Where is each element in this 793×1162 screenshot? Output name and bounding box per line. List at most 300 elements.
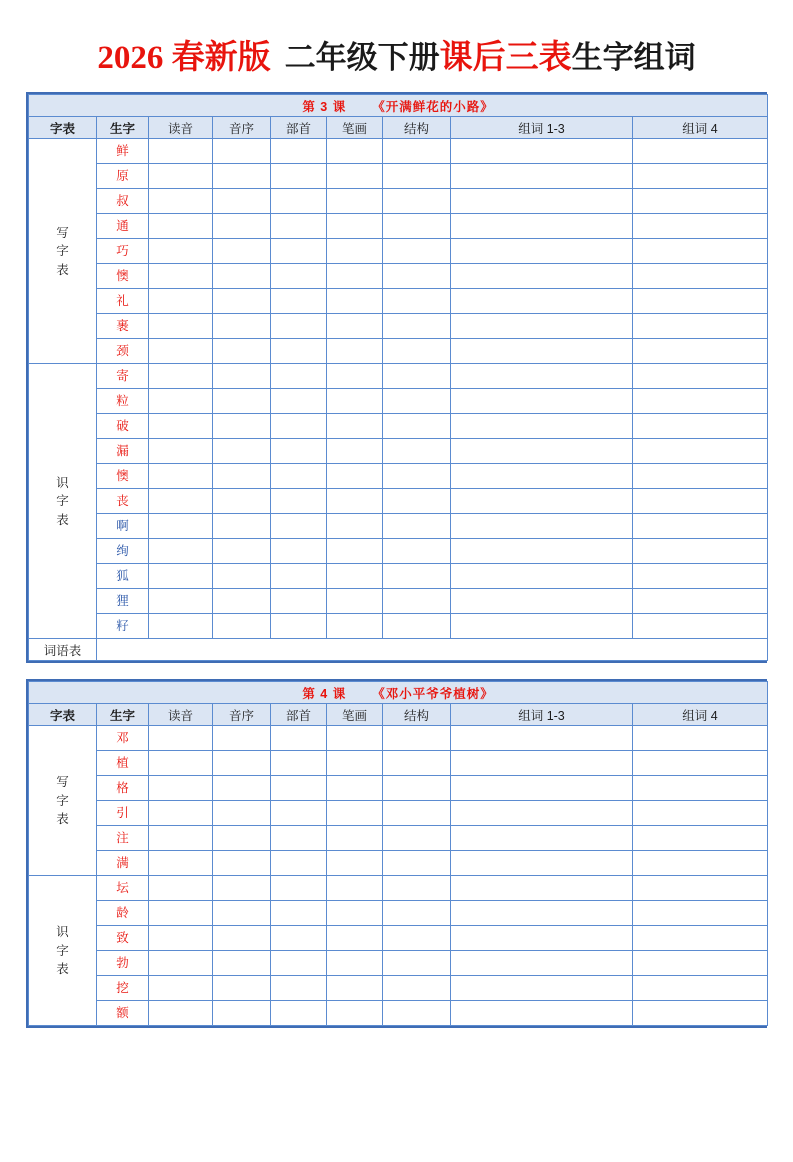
cell-zuci4[interactable] (633, 901, 768, 926)
cell-yinxu[interactable] (213, 389, 271, 414)
cell-zuci13[interactable] (451, 614, 633, 639)
cell-duyin[interactable] (149, 514, 213, 539)
cell-bihua[interactable] (327, 564, 383, 589)
cell-jiegou[interactable] (383, 414, 451, 439)
cell-yinxu[interactable] (213, 851, 271, 876)
cell-bushou[interactable] (271, 951, 327, 976)
cell-bihua[interactable] (327, 926, 383, 951)
group-label-recognize-2 (29, 876, 97, 1026)
cell-zuci4[interactable] (633, 189, 768, 214)
cell-bihua[interactable] (327, 314, 383, 339)
cell-zuci4[interactable] (633, 139, 768, 164)
cell-jiegou[interactable] (383, 514, 451, 539)
cell-yinxu[interactable] (213, 1001, 271, 1026)
cell-bushou[interactable] (271, 339, 327, 364)
cell-bihua[interactable] (327, 801, 383, 826)
cell-duyin[interactable] (149, 851, 213, 876)
cell-zuci13[interactable] (451, 726, 633, 751)
col-header-duyin: 读音 (149, 704, 213, 726)
table-row (29, 314, 768, 339)
char-cell: 啊 (97, 514, 149, 539)
cell-bushou[interactable] (271, 751, 327, 776)
cell-zuci4[interactable] (633, 926, 768, 951)
cell-duyin[interactable] (149, 876, 213, 901)
cell-yinxu[interactable] (213, 901, 271, 926)
cell-bushou[interactable] (271, 539, 327, 564)
table-row (29, 801, 768, 826)
cell-duyin[interactable] (149, 1001, 213, 1026)
cell-duyin[interactable] (149, 489, 213, 514)
table-row (29, 514, 768, 539)
cell-zuci4[interactable] (633, 564, 768, 589)
cell-zuci4[interactable] (633, 339, 768, 364)
cell-yinxu[interactable] (213, 189, 271, 214)
cell-bushou[interactable] (271, 614, 327, 639)
cell-jiegou[interactable] (383, 589, 451, 614)
cell-duyin[interactable] (149, 364, 213, 389)
cell-yinxu[interactable] (213, 539, 271, 564)
cell-bushou[interactable] (271, 976, 327, 1001)
cell-bushou[interactable] (271, 189, 327, 214)
cell-bihua[interactable] (327, 876, 383, 901)
cell-zuci4[interactable] (633, 826, 768, 851)
cell-zuci4[interactable] (633, 851, 768, 876)
char-cell: 懊 (97, 464, 149, 489)
lesson-name-2: 《邓小平爷爷植树》 (372, 686, 494, 701)
cell-zuci4[interactable] (633, 751, 768, 776)
cell-bihua[interactable] (327, 289, 383, 314)
col-header-shengzi: 生字 (97, 117, 149, 139)
cell-zuci13[interactable] (451, 564, 633, 589)
col-header-shengzi: 生字 (97, 704, 149, 726)
group-label-recognize-1 (29, 364, 97, 639)
cell-zuci4[interactable] (633, 589, 768, 614)
group-label-write-1 (29, 139, 97, 364)
cell-yinxu[interactable] (213, 826, 271, 851)
cell-zuci4[interactable] (633, 614, 768, 639)
cell-yinxu[interactable] (213, 614, 271, 639)
cell-jiegou[interactable] (383, 314, 451, 339)
cell-jiegou[interactable] (383, 239, 451, 264)
cell-bihua[interactable] (327, 189, 383, 214)
cell-bushou[interactable] (271, 589, 327, 614)
col-header-zuci13: 组词 1-3 (451, 704, 633, 726)
cell-bushou[interactable] (271, 514, 327, 539)
cell-bushou[interactable] (271, 801, 327, 826)
cell-zuci13[interactable] (451, 851, 633, 876)
cell-yinxu[interactable] (213, 264, 271, 289)
table-row (29, 926, 768, 951)
char-cell: 漏 (97, 439, 149, 464)
cell-bihua[interactable] (327, 414, 383, 439)
col-header-zuci4: 组词 4 (633, 117, 768, 139)
cell-duyin[interactable] (149, 139, 213, 164)
cell-zuci13[interactable] (451, 439, 633, 464)
cell-bihua[interactable] (327, 976, 383, 1001)
lesson-table-1 (26, 92, 767, 663)
cell-bihua[interactable] (327, 539, 383, 564)
cell-bushou[interactable] (271, 464, 327, 489)
cell-duyin[interactable] (149, 314, 213, 339)
document-page (0, 40, 793, 1162)
char-cell: 礼 (97, 289, 149, 314)
cell-bihua[interactable] (327, 164, 383, 189)
cell-zuci13[interactable] (451, 876, 633, 901)
write-label-line3: 表 (56, 262, 69, 277)
cell-jiegou[interactable] (383, 339, 451, 364)
recognize-label-line1: 识 (56, 925, 69, 940)
lesson-table-2 (26, 679, 767, 1028)
cell-yinxu[interactable] (213, 776, 271, 801)
cell-bihua[interactable] (327, 751, 383, 776)
cell-duyin[interactable] (149, 901, 213, 926)
cell-zuci13[interactable] (451, 164, 633, 189)
cell-zuci13[interactable] (451, 901, 633, 926)
cell-yinxu[interactable] (213, 589, 271, 614)
cell-duyin[interactable] (149, 239, 213, 264)
cell-zuci13[interactable] (451, 339, 633, 364)
char-cell: 狐 (97, 564, 149, 589)
cell-bihua[interactable] (327, 614, 383, 639)
cell-zuci4[interactable] (633, 801, 768, 826)
lesson-name-1: 《开满鲜花的小路》 (372, 99, 494, 114)
cell-bushou[interactable] (271, 776, 327, 801)
cell-bihua[interactable] (327, 776, 383, 801)
col-header-yinxu: 音序 (213, 704, 271, 726)
cell-zuci4[interactable] (633, 389, 768, 414)
cell-jiegou[interactable] (383, 539, 451, 564)
table-row (29, 876, 768, 901)
cell-yinxu[interactable] (213, 926, 271, 951)
cell-duyin[interactable] (149, 976, 213, 1001)
cell-bihua[interactable] (327, 901, 383, 926)
cell-zuci13[interactable] (451, 239, 633, 264)
cell-zuci4[interactable] (633, 1001, 768, 1026)
cell-jiegou[interactable] (383, 439, 451, 464)
table-row (29, 439, 768, 464)
cell-zuci4[interactable] (633, 489, 768, 514)
col-header-bushou: 部首 (271, 704, 327, 726)
cell-bihua[interactable] (327, 439, 383, 464)
cell-bushou[interactable] (271, 726, 327, 751)
cell-zuci4[interactable] (633, 876, 768, 901)
cell-jiegou[interactable] (383, 189, 451, 214)
cell-zuci13[interactable] (451, 289, 633, 314)
char-cell: 狸 (97, 589, 149, 614)
cell-duyin[interactable] (149, 801, 213, 826)
cell-zuci13[interactable] (451, 751, 633, 776)
char-cell: 植 (97, 751, 149, 776)
cell-zuci4[interactable] (633, 539, 768, 564)
cell-duyin[interactable] (149, 389, 213, 414)
cell-duyin[interactable] (149, 464, 213, 489)
cell-duyin[interactable] (149, 589, 213, 614)
cell-bihua[interactable] (327, 826, 383, 851)
cell-yinxu[interactable] (213, 214, 271, 239)
table-row (29, 214, 768, 239)
cell-jiegou[interactable] (383, 139, 451, 164)
cell-zuci13[interactable] (451, 976, 633, 1001)
cell-zuci4[interactable] (633, 264, 768, 289)
cell-bushou[interactable] (271, 139, 327, 164)
cell-duyin[interactable] (149, 926, 213, 951)
cell-duyin[interactable] (149, 726, 213, 751)
cell-bushou[interactable] (271, 489, 327, 514)
char-cell: 鲜 (97, 139, 149, 164)
write-label-line1: 写 (56, 225, 69, 240)
cell-zuci4[interactable] (633, 514, 768, 539)
cell-yinxu[interactable] (213, 801, 271, 826)
cell-zuci13[interactable] (451, 364, 633, 389)
char-cell: 引 (97, 801, 149, 826)
cell-jiegou[interactable] (383, 364, 451, 389)
cell-yinxu[interactable] (213, 464, 271, 489)
write-label-line3: 表 (56, 812, 69, 827)
cell-bushou[interactable] (271, 389, 327, 414)
cell-yinxu[interactable] (213, 314, 271, 339)
cell-duyin[interactable] (149, 289, 213, 314)
cell-duyin[interactable] (149, 439, 213, 464)
cell-duyin[interactable] (149, 189, 213, 214)
cell-jiegou[interactable] (383, 1001, 451, 1026)
cell-zuci4[interactable] (633, 239, 768, 264)
cell-zuci13[interactable] (451, 776, 633, 801)
lesson-no-2: 第 4 课 (302, 686, 347, 701)
recognize-label-line2: 字 (56, 943, 69, 958)
char-cell: 丧 (97, 489, 149, 514)
cell-duyin[interactable] (149, 264, 213, 289)
recognize-label-line2: 字 (56, 494, 69, 509)
column-header-row-2 (29, 704, 768, 726)
char-cell: 巧 (97, 239, 149, 264)
cell-yinxu[interactable] (213, 164, 271, 189)
cell-zuci4[interactable] (633, 289, 768, 314)
cell-yinxu[interactable] (213, 239, 271, 264)
cell-zuci4[interactable] (633, 214, 768, 239)
cell-yinxu[interactable] (213, 364, 271, 389)
cell-bihua[interactable] (327, 139, 383, 164)
cell-bihua[interactable] (327, 851, 383, 876)
cell-jiegou[interactable] (383, 614, 451, 639)
cell-zuci13[interactable] (451, 314, 633, 339)
cell-zuci4[interactable] (633, 439, 768, 464)
cell-zuci4[interactable] (633, 414, 768, 439)
table-row (29, 264, 768, 289)
cell-bushou[interactable] (271, 439, 327, 464)
cell-jiegou[interactable] (383, 726, 451, 751)
cell-zuci13[interactable] (451, 1001, 633, 1026)
cell-jiegou[interactable] (383, 564, 451, 589)
cell-duyin[interactable] (149, 164, 213, 189)
cell-jiegou[interactable] (383, 901, 451, 926)
cell-yinxu[interactable] (213, 951, 271, 976)
cell-bihua[interactable] (327, 726, 383, 751)
char-cell: 格 (97, 776, 149, 801)
cell-duyin[interactable] (149, 339, 213, 364)
cell-zuci13[interactable] (451, 414, 633, 439)
cell-duyin[interactable] (149, 564, 213, 589)
cell-bushou[interactable] (271, 164, 327, 189)
write-label-line2: 字 (56, 244, 69, 259)
page-title-part3: 课后三表 (439, 40, 572, 76)
cell-bushou[interactable] (271, 314, 327, 339)
cell-bushou[interactable] (271, 239, 327, 264)
table-row (29, 189, 768, 214)
cell-bihua[interactable] (327, 239, 383, 264)
cell-bushou[interactable] (271, 901, 327, 926)
cell-jiegou[interactable] (383, 214, 451, 239)
word-list-cell[interactable] (97, 639, 768, 661)
char-cell: 坛 (97, 876, 149, 901)
table-row (29, 339, 768, 364)
cell-jiegou[interactable] (383, 776, 451, 801)
cell-yinxu[interactable] (213, 976, 271, 1001)
char-cell: 懊 (97, 264, 149, 289)
cell-zuci13[interactable] (451, 389, 633, 414)
char-cell: 致 (97, 926, 149, 951)
cell-jiegou[interactable] (383, 826, 451, 851)
table-row (29, 164, 768, 189)
cell-bushou[interactable] (271, 826, 327, 851)
cell-duyin[interactable] (149, 539, 213, 564)
cell-jiegou[interactable] (383, 264, 451, 289)
cell-duyin[interactable] (149, 951, 213, 976)
table-row (29, 364, 768, 389)
cell-duyin[interactable] (149, 214, 213, 239)
cell-jiegou[interactable] (383, 876, 451, 901)
cell-zuci13[interactable] (451, 489, 633, 514)
col-header-duyin: 读音 (149, 117, 213, 139)
cell-zuci4[interactable] (633, 776, 768, 801)
cell-jiegou[interactable] (383, 464, 451, 489)
cell-zuci13[interactable] (451, 464, 633, 489)
cell-yinxu[interactable] (213, 751, 271, 776)
cell-jiegou[interactable] (383, 164, 451, 189)
cell-bushou[interactable] (271, 564, 327, 589)
cell-bushou[interactable] (271, 414, 327, 439)
lesson-title-row (29, 95, 768, 117)
cell-zuci13[interactable] (451, 951, 633, 976)
cell-bushou[interactable] (271, 876, 327, 901)
cell-zuci4[interactable] (633, 464, 768, 489)
cell-bushou[interactable] (271, 851, 327, 876)
cell-jiegou[interactable] (383, 926, 451, 951)
cell-zuci4[interactable] (633, 364, 768, 389)
col-header-zuci4: 组词 4 (633, 704, 768, 726)
cell-zuci4[interactable] (633, 314, 768, 339)
cell-bushou[interactable] (271, 289, 327, 314)
cell-yinxu[interactable] (213, 414, 271, 439)
cell-zuci13[interactable] (451, 926, 633, 951)
col-header-jiegou: 结构 (383, 117, 451, 139)
table-row (29, 614, 768, 639)
cell-bihua[interactable] (327, 364, 383, 389)
cell-bihua[interactable] (327, 951, 383, 976)
cell-duyin[interactable] (149, 614, 213, 639)
cell-bihua[interactable] (327, 464, 383, 489)
table-row (29, 239, 768, 264)
page-title-part4: 生字组词 (571, 40, 696, 75)
cell-duyin[interactable] (149, 751, 213, 776)
cell-jiegou[interactable] (383, 489, 451, 514)
col-header-yinxu: 音序 (213, 117, 271, 139)
cell-bushou[interactable] (271, 214, 327, 239)
cell-yinxu[interactable] (213, 514, 271, 539)
recognize-label-line1: 识 (56, 475, 69, 490)
col-header-bihua: 笔画 (327, 117, 383, 139)
cell-bushou[interactable] (271, 926, 327, 951)
cell-zuci13[interactable] (451, 214, 633, 239)
word-list-row-1 (29, 639, 768, 661)
cell-bihua[interactable] (327, 214, 383, 239)
cell-jiegou[interactable] (383, 389, 451, 414)
cell-bushou[interactable] (271, 264, 327, 289)
cell-yinxu[interactable] (213, 564, 271, 589)
table-row (29, 951, 768, 976)
cell-yinxu[interactable] (213, 139, 271, 164)
char-cell: 通 (97, 214, 149, 239)
table-row (29, 389, 768, 414)
cell-zuci13[interactable] (451, 801, 633, 826)
cell-yinxu[interactable] (213, 439, 271, 464)
cell-yinxu[interactable] (213, 289, 271, 314)
cell-zuci13[interactable] (451, 514, 633, 539)
cell-zuci13[interactable] (451, 589, 633, 614)
table-row (29, 901, 768, 926)
cell-zuci13[interactable] (451, 264, 633, 289)
table-row (29, 826, 768, 851)
table-row (29, 414, 768, 439)
cell-bushou[interactable] (271, 364, 327, 389)
cell-bihua[interactable] (327, 339, 383, 364)
cell-jiegou[interactable] (383, 951, 451, 976)
cell-yinxu[interactable] (213, 876, 271, 901)
table-row (29, 726, 768, 751)
cell-bihua[interactable] (327, 1001, 383, 1026)
cell-jiegou[interactable] (383, 751, 451, 776)
cell-duyin[interactable] (149, 414, 213, 439)
cell-zuci13[interactable] (451, 539, 633, 564)
cell-zuci13[interactable] (451, 139, 633, 164)
lesson-title-row (29, 682, 768, 704)
cell-bihua[interactable] (327, 389, 383, 414)
cell-bihua[interactable] (327, 264, 383, 289)
cell-bushou[interactable] (271, 1001, 327, 1026)
cell-zuci4[interactable] (633, 951, 768, 976)
cell-zuci13[interactable] (451, 189, 633, 214)
cell-bihua[interactable] (327, 514, 383, 539)
cell-jiegou[interactable] (383, 976, 451, 1001)
cell-zuci4[interactable] (633, 164, 768, 189)
cell-duyin[interactable] (149, 776, 213, 801)
table-row (29, 464, 768, 489)
cell-jiegou[interactable] (383, 289, 451, 314)
cell-zuci4[interactable] (633, 726, 768, 751)
cell-jiegou[interactable] (383, 801, 451, 826)
cell-zuci4[interactable] (633, 976, 768, 1001)
char-cell: 注 (97, 826, 149, 851)
cell-zuci13[interactable] (451, 826, 633, 851)
word-list-label: 词语表 (29, 639, 97, 661)
cell-yinxu[interactable] (213, 489, 271, 514)
cell-bihua[interactable] (327, 589, 383, 614)
cell-bihua[interactable] (327, 489, 383, 514)
cell-jiegou[interactable] (383, 851, 451, 876)
cell-duyin[interactable] (149, 826, 213, 851)
page-title-part1: 2026 春新版 (97, 40, 271, 76)
cell-yinxu[interactable] (213, 339, 271, 364)
cell-yinxu[interactable] (213, 726, 271, 751)
